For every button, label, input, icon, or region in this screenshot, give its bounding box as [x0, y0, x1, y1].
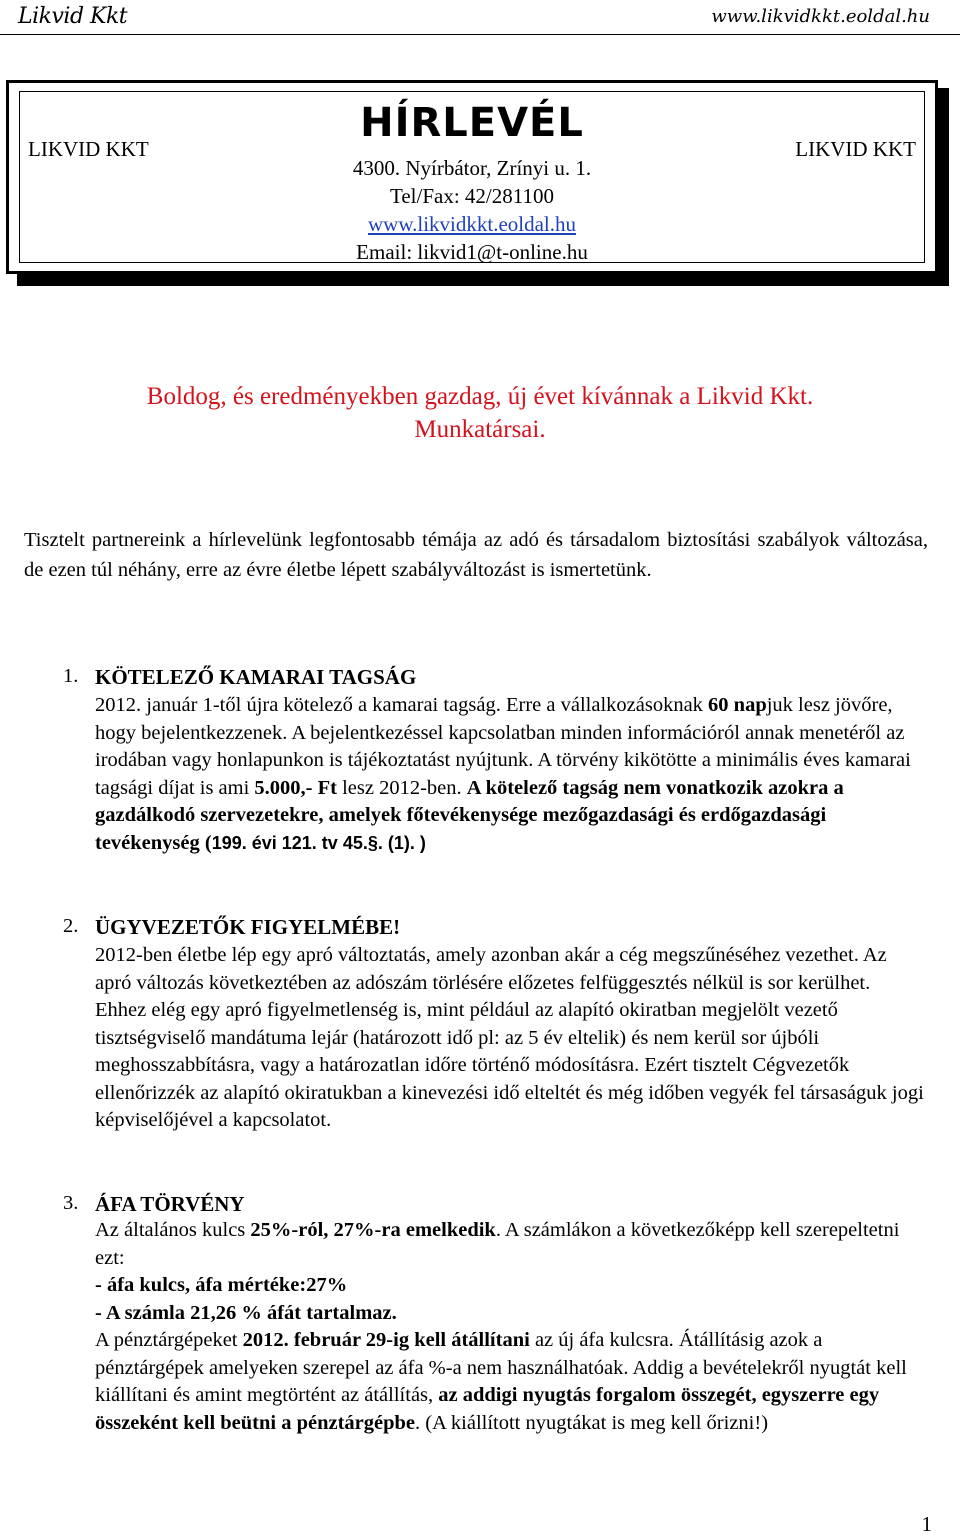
section-3-text-3: A pénztárgépeket: [95, 1329, 243, 1351]
section-1-number: 1.: [63, 665, 79, 687]
section-3-text-5: . (A kiállított nyugtákat is meg kell őrizni!): [415, 1411, 769, 1434]
section-3-text-2: . A számlákon a következőképp kell szerepeltetni ezt:: [95, 1219, 900, 1269]
phone-line: Tel/Fax: 42/281100: [390, 184, 554, 208]
section-1-bold-law-ref: 199. évi 121. tv 45.§. (1). ): [211, 832, 426, 853]
section-1-bold-fee: 5.000,- Ft: [254, 776, 337, 799]
section-1-text-2: juk lesz jövőre, hogy bejelentkezzenek. A bejelentkezéssel kapcsolatban minden információról annak menetéről az irodában vagy honlapunkon is tájékoztatást nyújtunk. A törvény kikötötte a minimális éves kamarai tagsági díjat is ami: [95, 694, 911, 799]
section-1-text-3: lesz 2012-ben.: [336, 776, 467, 799]
section-2-body: 2012-ben életbe lép egy apró változtatás, amely azonban akár a cég megszűnéséhez vezethet. Az apró változás következtében az adószám törlésére előzetes felfüggesztés nélkül is sor kerülhet. Ehhez elég egy apró figyelmetlenség is, mint például az alapító okiratban megjelölt vezető tisztségviselő mandátuma lejár (határozott idő pl: az 5 év eltelik) és nem kerül sor újbóli meghosszabbításra, vagy a határozatlan időre történő módosításra. Ezért tisztelt Cégvezetők ellenőrizzék az alapító okiratukban a kinevezési idő elteltét és még időben vegyék fel társaságuk jogi képviselőjével a kapcsolatot.: [95, 944, 924, 1131]
new-year-greeting: [0, 380, 960, 446]
banner-company-left: LIKVID KKT: [28, 137, 149, 161]
section-3-text-1: Az általános kulcs: [95, 1219, 251, 1241]
section-3-bold-vat-content: - A számla 21,26 % áfát tartalmaz.: [95, 1301, 397, 1324]
section-1-text-1: 2012. január 1-től újra kötelező a kamarai tagság. Erre a vállalkozásoknak: [95, 694, 709, 716]
section-3-number: 3.: [63, 1192, 79, 1214]
newsletter-banner: [6, 80, 938, 274]
banner-company-right: LIKVID KKT: [795, 137, 916, 161]
section-3-title: ÁFA TÖRVÉNY: [95, 1192, 245, 1216]
section-2-title: ÜGYVEZETŐK FIGYELMÉBE!: [95, 915, 401, 939]
address-line: 4300. Nyírbátor, Zrínyi u. 1.: [352, 156, 592, 180]
section-3-body: [95, 1217, 925, 1437]
section-1-bold-deadline: 60 nap: [708, 694, 767, 716]
newsletter-title: HÍRLEVÉL: [360, 100, 584, 146]
banner-inner-frame: [19, 91, 925, 263]
header-company-name: Likvid Kkt: [18, 4, 128, 29]
section-3-bold-deadline: 2012. február 29-ig kell átállítani: [242, 1329, 530, 1351]
greeting-line-2: Munkatársai.: [414, 416, 546, 443]
intro-paragraph: Tisztelt partnereink a hírlevelünk legfontosabb témája az adó és társadalom biztosítási szabályok változása, de ezen túl néhány, erre az évre életbe lépett szabályváltozást is ismertetünk.: [24, 529, 928, 581]
section-1-body: [95, 692, 925, 857]
greeting-line-1: Boldog, és eredményekben gazdag, új évet kívánnak a Likvid Kkt.: [146, 383, 814, 410]
section-2-number: 2.: [63, 915, 79, 937]
section-1-title: KÖTELEZŐ KAMARAI TAGSÁG: [95, 665, 417, 689]
section-3-bold-instruction: az addigi nyugtás forgalom összegét, egyszerre egy összeként kell beütni a pénztárgépbe: [95, 1384, 880, 1434]
section-3-bold-rate-change: 25%-ról, 27%-ra emelkedik: [250, 1219, 496, 1241]
header-divider: [0, 34, 960, 35]
header-website: www.likvidkkt.eoldal.hu: [711, 6, 930, 27]
contact-block: [20, 154, 924, 266]
section-3-bold-vat-rate: - áfa kulcs, áfa mértéke:27%: [95, 1274, 348, 1296]
section-3-text-4: az új áfa kulcsra. Átállításig azok a pénztárgépek amelyeken szerepel az áfa %-a nem használhatóak. Addig a bevételekről nyugtát kell kiállítani és amint megtörtént az átállítás,: [95, 1329, 907, 1406]
page-number: 1: [921, 1512, 932, 1536]
website-link[interactable]: www.likvidkkt.eoldal.hu: [367, 212, 577, 236]
email-line: Email: likvid1@t-online.hu: [356, 240, 588, 264]
section-1-bold-exemption: A kötelező tagság nem vonatkozik azokra a gazdálkodó szervezetekre, amelyek főtevékenysége mezőgazdasági és erdőgazdasági tevékenység (: [95, 776, 844, 854]
